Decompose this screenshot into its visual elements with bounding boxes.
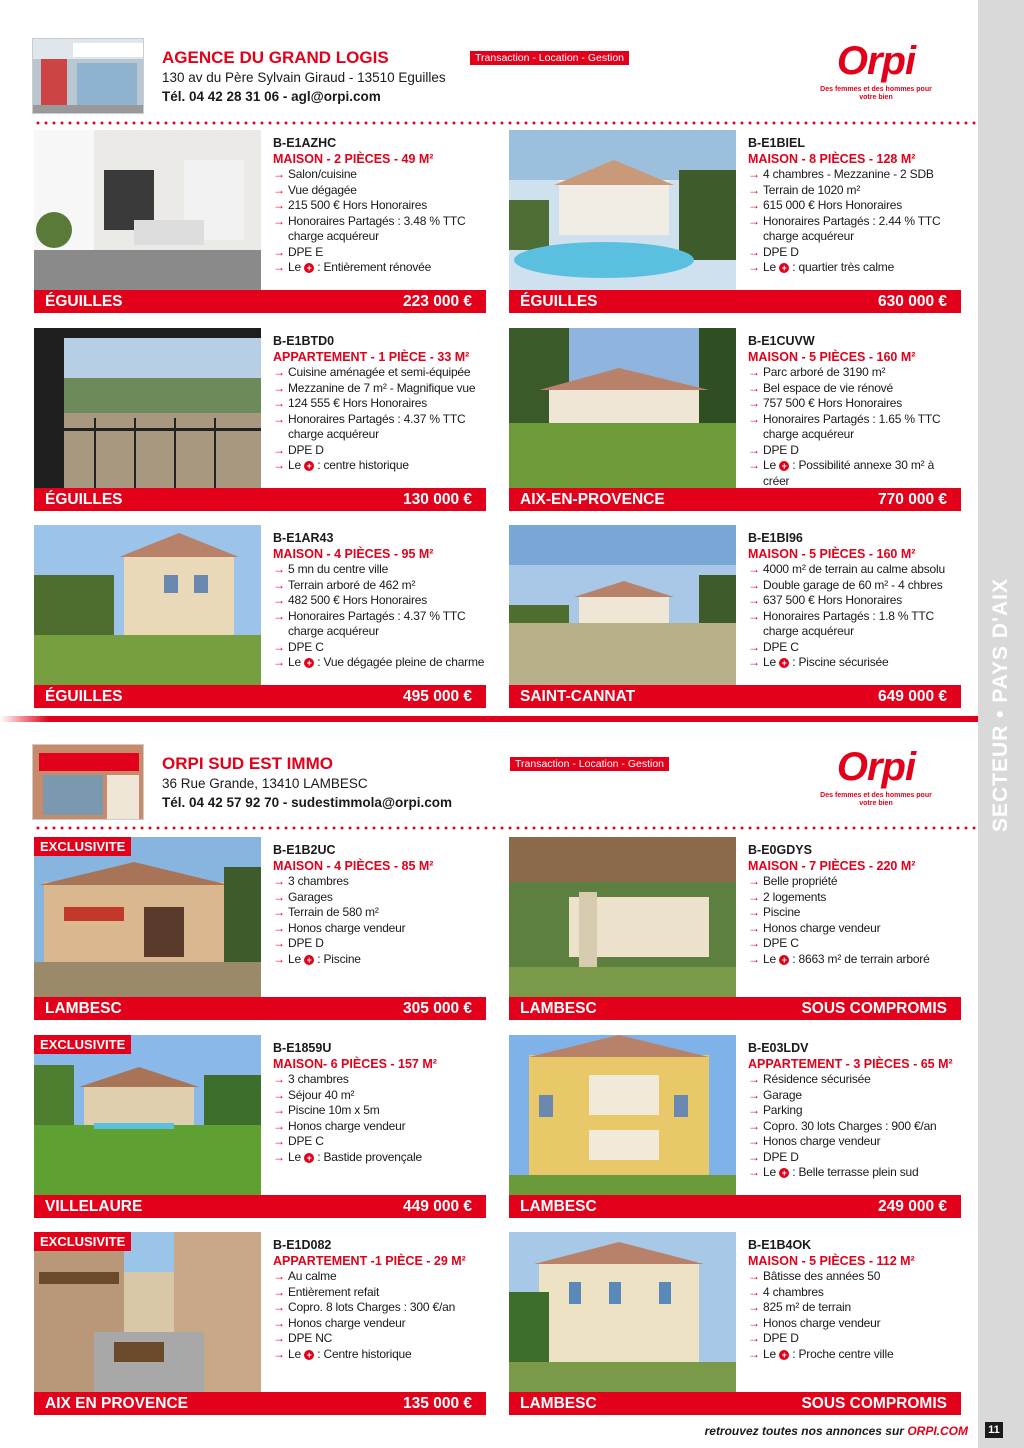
feature-item: → Honoraires Partagés : 1.65 % TTC charge acquéreur bbox=[748, 412, 961, 443]
feature-item: → 4000 m² de terrain au calme absolu bbox=[748, 562, 961, 578]
listing-card[interactable] bbox=[34, 130, 486, 313]
feature-item: → 2 logements bbox=[748, 890, 961, 906]
agency-contact: Tél. 04 42 28 31 06 - agl@orpi.com bbox=[162, 89, 381, 104]
listing-photo bbox=[509, 837, 736, 997]
listing-bar bbox=[34, 997, 486, 1020]
feature-item: → 482 500 € Hors Honoraires bbox=[273, 593, 486, 609]
feature-item: → Vue dégagée bbox=[273, 183, 486, 199]
feature-item: → Cuisine aménagée et semi-équipée bbox=[273, 365, 486, 381]
listing-bar bbox=[34, 1392, 486, 1415]
feature-item: → 4 chambres bbox=[748, 1285, 961, 1301]
feature-item: → Piscine 10m x 5m bbox=[273, 1103, 486, 1119]
plus-icon: + bbox=[779, 1168, 789, 1178]
listing-ref: B-E1B2UC bbox=[273, 843, 336, 857]
feature-highlight: → Le + : Vue dégagée pleine de charme bbox=[273, 655, 486, 671]
plus-icon: + bbox=[304, 461, 314, 471]
listing-type: APPARTEMENT -1 PIÈCE - 29 M² bbox=[273, 1254, 466, 1268]
section-separator bbox=[0, 716, 978, 722]
feature-item: → Garages bbox=[273, 890, 486, 906]
listing-ref: B-E0GDYS bbox=[748, 843, 812, 857]
plus-icon: + bbox=[304, 263, 314, 273]
feature-item: → Honoraires Partagés : 4.37 % TTC charge acquéreur bbox=[273, 609, 486, 640]
feature-item: → 757 500 € Hors Honoraires bbox=[748, 396, 961, 412]
feature-item: → DPE C bbox=[273, 1134, 486, 1150]
listing-ref: B-E1BIEL bbox=[748, 136, 805, 150]
dotted-divider bbox=[34, 826, 976, 830]
plus-icon: + bbox=[779, 263, 789, 273]
listing-city: ÉGUILLES bbox=[45, 293, 123, 310]
feature-item: → 637 500 € Hors Honoraires bbox=[748, 593, 961, 609]
listing-ref: B-E1BTD0 bbox=[273, 334, 335, 348]
listing-card[interactable] bbox=[34, 328, 486, 511]
feature-item: → DPE C bbox=[748, 936, 961, 952]
feature-item: → Honos charge vendeur bbox=[748, 1134, 961, 1150]
feature-list bbox=[748, 167, 961, 276]
feature-item: → DPE D bbox=[748, 245, 961, 261]
agency-address: 36 Rue Grande, 13410 LAMBESC bbox=[162, 776, 368, 791]
listing-city: VILLELAURE bbox=[45, 1198, 143, 1215]
feature-item: → DPE C bbox=[273, 640, 486, 656]
listing-card[interactable] bbox=[509, 130, 961, 313]
listing-type: MAISON - 5 PIÈCES - 112 M² bbox=[748, 1254, 915, 1268]
listing-card[interactable] bbox=[509, 837, 961, 1020]
feature-item: → 3 chambres bbox=[273, 874, 486, 890]
listing-type: MAISON - 7 PIÈCES - 220 M² bbox=[748, 859, 916, 873]
listing-price: 630 000 € bbox=[878, 293, 947, 310]
feature-item: → DPE NC bbox=[273, 1331, 486, 1347]
listing-photo bbox=[509, 1232, 736, 1392]
listing-city: ÉGUILLES bbox=[45, 491, 123, 508]
listing-photo bbox=[509, 1035, 736, 1195]
feature-highlight: → Le + : Centre historique bbox=[273, 1347, 486, 1363]
feature-list bbox=[273, 365, 486, 474]
listing-price: 130 000 € bbox=[403, 491, 472, 508]
listing-card[interactable] bbox=[34, 1232, 486, 1415]
exclusivity-badge: EXCLUSIVITE bbox=[34, 1035, 131, 1054]
feature-item: → DPE E bbox=[273, 245, 486, 261]
feature-item: → Salon/cuisine bbox=[273, 167, 486, 183]
listing-photo bbox=[34, 1035, 261, 1195]
listing-price: 649 000 € bbox=[878, 688, 947, 705]
feature-highlight: → Le + : Possibilité annexe 30 m² à créer bbox=[748, 458, 961, 489]
feature-item: → Terrain de 1020 m² bbox=[748, 183, 961, 199]
feature-item: → Honos charge vendeur bbox=[273, 1316, 486, 1332]
feature-item: → Garage bbox=[748, 1088, 961, 1104]
listing-price: SOUS COMPROMIS bbox=[801, 1395, 947, 1412]
listing-city: LAMBESC bbox=[520, 1395, 597, 1412]
listing-bar bbox=[34, 685, 486, 708]
listing-bar bbox=[509, 488, 961, 511]
feature-item: → DPE D bbox=[273, 443, 486, 459]
orpi-logo: Orpi Des femmes et des hommes pour votre bien bbox=[820, 39, 932, 101]
listing-price: 305 000 € bbox=[403, 1000, 472, 1017]
feature-highlight: → Le + : Piscine sécurisée bbox=[748, 655, 961, 671]
feature-list bbox=[273, 167, 486, 276]
feature-item: → 4 chambres - Mezzanine - 2 SDB bbox=[748, 167, 961, 183]
feature-item: → Bâtisse des années 50 bbox=[748, 1269, 961, 1285]
listing-bar bbox=[509, 997, 961, 1020]
agency-storefront-photo bbox=[32, 744, 144, 820]
feature-item: → Honoraires Partagés : 4.37 % TTC charge acquéreur bbox=[273, 412, 486, 443]
feature-item: → Bel espace de vie rénové bbox=[748, 381, 961, 397]
listing-bar bbox=[509, 290, 961, 313]
listing-city: AIX EN PROVENCE bbox=[45, 1395, 188, 1412]
listing-city: SAINT-CANNAT bbox=[520, 688, 636, 705]
feature-item: → Séjour 40 m² bbox=[273, 1088, 486, 1104]
feature-highlight: → Le + : Piscine bbox=[273, 952, 486, 968]
listing-bar bbox=[509, 1195, 961, 1218]
feature-item: → Belle propriété bbox=[748, 874, 961, 890]
agency-header-1 bbox=[32, 38, 972, 118]
feature-item: → Entièrement refait bbox=[273, 1285, 486, 1301]
listing-price: 135 000 € bbox=[403, 1395, 472, 1412]
feature-highlight: → Le + : quartier très calme bbox=[748, 260, 961, 276]
feature-item: → 3 chambres bbox=[273, 1072, 486, 1088]
listing-price: 495 000 € bbox=[403, 688, 472, 705]
feature-highlight: → Le + : 8663 m² de terrain arboré bbox=[748, 952, 961, 968]
feature-list bbox=[273, 1072, 486, 1165]
feature-item: → Honos charge vendeur bbox=[748, 921, 961, 937]
listing-photo bbox=[34, 837, 261, 997]
feature-item: → 615 000 € Hors Honoraires bbox=[748, 198, 961, 214]
listing-ref: B-E1AR43 bbox=[273, 531, 334, 545]
feature-item: → DPE C bbox=[748, 640, 961, 656]
feature-list bbox=[748, 562, 961, 671]
exclusivity-badge: EXCLUSIVITE bbox=[34, 1232, 131, 1251]
agency-contact: Tél. 04 42 57 92 70 - sudestimmola@orpi.com bbox=[162, 795, 453, 810]
feature-item: → DPE D bbox=[748, 1331, 961, 1347]
listing-card[interactable] bbox=[509, 1035, 961, 1218]
feature-list bbox=[273, 874, 486, 967]
feature-item: → Honos charge vendeur bbox=[273, 921, 486, 937]
listing-bar bbox=[509, 685, 961, 708]
feature-item: → Parking bbox=[748, 1103, 961, 1119]
listing-photo bbox=[509, 130, 736, 290]
feature-item: → Copro. 30 lots Charges : 900 €/an bbox=[748, 1119, 961, 1135]
listing-photo bbox=[34, 130, 261, 290]
listing-ref: B-E1BI96 bbox=[748, 531, 803, 545]
feature-item: → DPE D bbox=[748, 443, 961, 459]
listing-ref: B-E1D082 bbox=[273, 1238, 332, 1252]
listing-ref: B-E03LDV bbox=[748, 1041, 809, 1055]
feature-item: → Mezzanine de 7 m² - Magnifique vue bbox=[273, 381, 486, 397]
listing-card[interactable] bbox=[34, 837, 486, 1020]
feature-item: → Honoraires Partagés : 3.48 % TTC charge acquéreur bbox=[273, 214, 486, 245]
listing-city: LAMBESC bbox=[520, 1198, 597, 1215]
feature-item: → Au calme bbox=[273, 1269, 486, 1285]
feature-item: → Honoraires Partagés : 1.8 % TTC charge acquéreur bbox=[748, 609, 961, 640]
feature-list bbox=[748, 1072, 961, 1181]
listing-city: LAMBESC bbox=[45, 1000, 122, 1017]
feature-item: → Double garage de 60 m² - 4 chbres bbox=[748, 578, 961, 594]
listing-type: MAISON - 5 PIÈCES - 160 M² bbox=[748, 350, 916, 364]
listing-price: 770 000 € bbox=[878, 491, 947, 508]
listing-type: APPARTEMENT - 1 PIÈCE - 33 M² bbox=[273, 350, 470, 364]
listing-city: ÉGUILLES bbox=[520, 293, 598, 310]
feature-item: → 5 mn du centre ville bbox=[273, 562, 486, 578]
agency-services-tag: Transaction - Location - Gestion bbox=[470, 51, 629, 65]
listing-price: 449 000 € bbox=[403, 1198, 472, 1215]
feature-item: → 124 555 € Hors Honoraires bbox=[273, 396, 486, 412]
feature-item: → Terrain de 580 m² bbox=[273, 905, 486, 921]
listing-photo bbox=[34, 525, 261, 685]
listing-city: AIX-EN-PROVENCE bbox=[520, 491, 665, 508]
listing-type: MAISON- 6 PIÈCES - 157 M² bbox=[273, 1057, 437, 1071]
listing-photo bbox=[34, 328, 261, 488]
listing-type: MAISON - 8 PIÈCES - 128 M² bbox=[748, 152, 916, 166]
listing-price: 223 000 € bbox=[403, 293, 472, 310]
listing-card[interactable] bbox=[34, 525, 486, 708]
feature-item: → DPE D bbox=[748, 1150, 961, 1166]
feature-item: → Copro. 8 lots Charges : 300 €/an bbox=[273, 1300, 486, 1316]
feature-item: → Honoraires Partagés : 2.44 % TTC charge acquéreur bbox=[748, 214, 961, 245]
listing-price: SOUS COMPROMIS bbox=[801, 1000, 947, 1017]
agency-name: ORPI SUD EST IMMO bbox=[162, 754, 333, 773]
agency-header-2 bbox=[32, 744, 972, 824]
feature-item: → Piscine bbox=[748, 905, 961, 921]
feature-highlight: → Le + : centre historique bbox=[273, 458, 486, 474]
feature-list bbox=[748, 874, 961, 967]
dotted-divider bbox=[34, 121, 976, 125]
feature-item: → Parc arboré de 3190 m² bbox=[748, 365, 961, 381]
feature-item: → DPE D bbox=[273, 936, 486, 952]
feature-highlight: → Le + : Belle terrasse plein sud bbox=[748, 1165, 961, 1181]
agency-services-tag: Transaction - Location - Gestion bbox=[510, 757, 669, 771]
listing-price: 249 000 € bbox=[878, 1198, 947, 1215]
listing-card[interactable] bbox=[509, 525, 961, 708]
feature-item: → 825 m² de terrain bbox=[748, 1300, 961, 1316]
listing-ref: B-E1859U bbox=[273, 1041, 332, 1055]
feature-list bbox=[273, 1269, 486, 1362]
orpi-logo: Orpi Des femmes et des hommes pour votre bien bbox=[820, 745, 932, 807]
feature-item: → 215 500 € Hors Honoraires bbox=[273, 198, 486, 214]
agency-address: 130 av du Père Sylvain Giraud - 13510 Eguilles bbox=[162, 70, 446, 85]
feature-list bbox=[748, 365, 961, 489]
listing-photo bbox=[509, 525, 736, 685]
plus-icon: + bbox=[779, 461, 789, 471]
feature-item: → Honos charge vendeur bbox=[273, 1119, 486, 1135]
agency-name: AGENCE DU GRAND LOGIS bbox=[162, 48, 389, 67]
feature-highlight: → Le + : Entièrement rénovée bbox=[273, 260, 486, 276]
plus-icon: + bbox=[779, 955, 789, 965]
side-label: SECTEUR • PAYS D'AIX bbox=[989, 577, 1013, 833]
listing-type: MAISON - 4 PIÈCES - 95 M² bbox=[273, 547, 434, 561]
listing-type: MAISON - 2 PIÈCES - 49 M² bbox=[273, 152, 434, 166]
listing-photo bbox=[34, 1232, 261, 1392]
listing-city: LAMBESC bbox=[520, 1000, 597, 1017]
plus-icon: + bbox=[304, 955, 314, 965]
feature-list bbox=[748, 1269, 961, 1362]
listing-ref: B-E1B4OK bbox=[748, 1238, 812, 1252]
feature-highlight: → Le + : Bastide provençale bbox=[273, 1150, 486, 1166]
feature-list bbox=[273, 562, 486, 671]
agency-storefront-photo bbox=[32, 38, 144, 114]
feature-item: → Résidence sécurisée bbox=[748, 1072, 961, 1088]
feature-item: → Honos charge vendeur bbox=[748, 1316, 961, 1332]
listing-bar bbox=[34, 1195, 486, 1218]
listing-card[interactable] bbox=[509, 1232, 961, 1415]
listing-bar bbox=[34, 290, 486, 313]
listing-ref: B-E1AZHC bbox=[273, 136, 337, 150]
feature-item: → Terrain arboré de 462 m² bbox=[273, 578, 486, 594]
feature-highlight: → Le + : Proche centre ville bbox=[748, 1347, 961, 1363]
exclusivity-badge: EXCLUSIVITE bbox=[34, 837, 131, 856]
listing-card[interactable] bbox=[509, 328, 961, 511]
page-number: 11 bbox=[985, 1422, 1003, 1438]
plus-icon: + bbox=[304, 1153, 314, 1163]
listing-photo bbox=[509, 328, 736, 488]
plus-icon: + bbox=[779, 1350, 789, 1360]
plus-icon: + bbox=[779, 658, 789, 668]
listing-bar bbox=[34, 488, 486, 511]
plus-icon: + bbox=[304, 658, 314, 668]
listing-type: MAISON - 4 PIÈCES - 85 M² bbox=[273, 859, 434, 873]
listing-bar bbox=[509, 1392, 961, 1415]
listing-type: MAISON - 5 PIÈCES - 160 M² bbox=[748, 547, 916, 561]
listing-ref: B-E1CUVW bbox=[748, 334, 815, 348]
listing-card[interactable] bbox=[34, 1035, 486, 1218]
listing-city: ÉGUILLES bbox=[45, 688, 123, 705]
plus-icon: + bbox=[304, 1350, 314, 1360]
listing-type: APPARTEMENT - 3 PIÈCES - 65 M² bbox=[748, 1057, 953, 1071]
footer-link[interactable]: retrouvez toutes nos annonces sur ORPI.COM bbox=[704, 1424, 968, 1438]
